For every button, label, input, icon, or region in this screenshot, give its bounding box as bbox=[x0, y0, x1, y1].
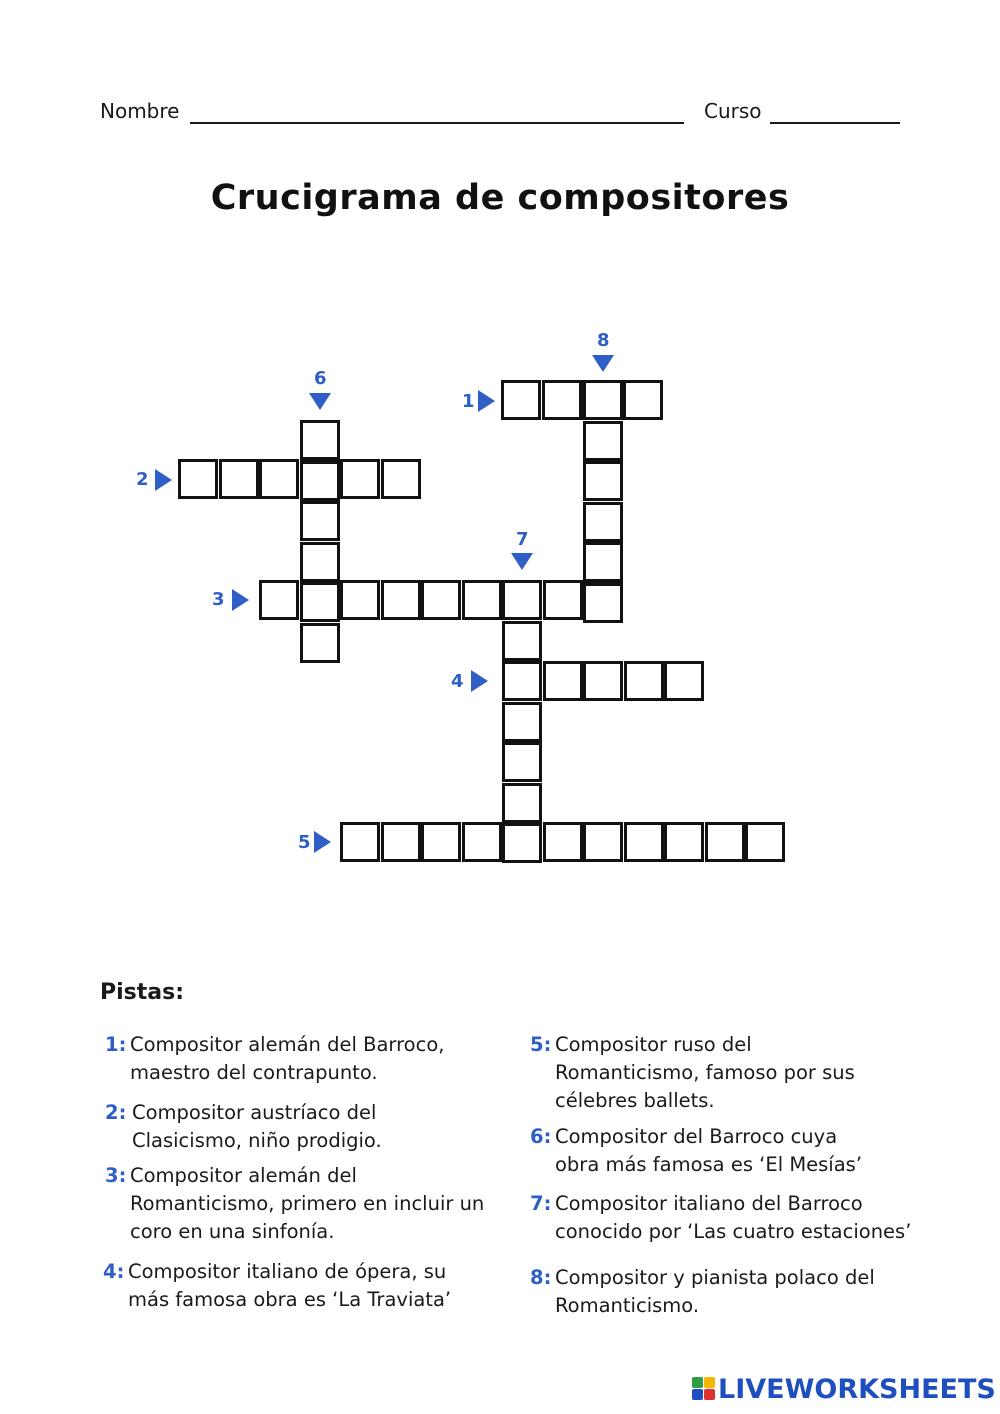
crossword-cell-input[interactable] bbox=[505, 705, 543, 741]
clue-number: 2: bbox=[105, 1101, 127, 1124]
clue-line: célebres ballets. bbox=[555, 1089, 715, 1112]
crossword-cell[interactable] bbox=[543, 580, 583, 620]
crossword-cell-input[interactable] bbox=[303, 626, 341, 662]
clue-line: Romanticismo. bbox=[555, 1294, 700, 1317]
crossword-cell-input[interactable] bbox=[586, 825, 624, 861]
clue-line: Compositor alemán del bbox=[130, 1164, 357, 1187]
arrow-right-icon bbox=[478, 390, 495, 412]
crossword-cell[interactable] bbox=[259, 459, 299, 499]
nombre-label: Nombre bbox=[100, 99, 180, 123]
clue-number-4: 4 bbox=[451, 671, 464, 692]
crossword-cell-input[interactable] bbox=[667, 825, 705, 861]
crossword-cell-input[interactable] bbox=[504, 383, 542, 419]
crossword-cell-input[interactable] bbox=[343, 462, 381, 498]
crossword-cell[interactable] bbox=[462, 822, 502, 862]
page-title: Crucigrama de compositores bbox=[210, 178, 790, 218]
crossword-cell-input[interactable] bbox=[708, 825, 746, 861]
crossword-cell[interactable] bbox=[381, 822, 421, 862]
clue-number-6: 6 bbox=[314, 368, 327, 389]
crossword-cell[interactable] bbox=[502, 823, 542, 863]
crossword-cell[interactable] bbox=[300, 420, 340, 460]
clue-text bbox=[555, 1264, 875, 1320]
crossword-cell[interactable] bbox=[543, 661, 583, 701]
clue-text bbox=[555, 1123, 862, 1179]
pistas-heading: Pistas: bbox=[100, 980, 185, 1005]
crossword-cell[interactable] bbox=[583, 542, 623, 582]
clue-line: Compositor y pianista polaco del bbox=[555, 1266, 875, 1289]
curso-field[interactable] bbox=[770, 122, 900, 124]
clue-line: Romanticismo, primero en incluir un bbox=[130, 1192, 485, 1215]
crossword-cell-input[interactable] bbox=[586, 586, 624, 622]
crossword-cell-input[interactable] bbox=[546, 825, 584, 861]
crossword-cell[interactable] bbox=[583, 583, 623, 623]
clue-number: 6: bbox=[530, 1125, 552, 1148]
clue-number-2: 2 bbox=[136, 469, 149, 490]
crossword-cell[interactable] bbox=[624, 661, 664, 701]
crossword-cell[interactable] bbox=[340, 822, 380, 862]
crossword-cell[interactable] bbox=[583, 421, 623, 461]
crossword-cell[interactable] bbox=[583, 502, 623, 542]
clue-line: Compositor del Barroco cuya bbox=[555, 1125, 838, 1148]
crossword-cell-input[interactable] bbox=[465, 825, 503, 861]
crossword-cell-input[interactable] bbox=[343, 825, 381, 861]
clue-text bbox=[132, 1099, 382, 1155]
crossword-cell-input[interactable] bbox=[384, 825, 422, 861]
crossword-cell-input[interactable] bbox=[222, 462, 260, 498]
arrow-down-icon bbox=[511, 553, 533, 570]
crossword-cell-input[interactable] bbox=[303, 545, 341, 581]
crossword-cell-input[interactable] bbox=[424, 825, 462, 861]
crossword-cell-input[interactable] bbox=[384, 462, 422, 498]
clue-text bbox=[555, 1190, 911, 1246]
clue-number: 4: bbox=[103, 1260, 125, 1283]
crossword-cell[interactable] bbox=[583, 461, 623, 501]
arrow-down-icon bbox=[309, 393, 331, 410]
crossword-cell[interactable] bbox=[583, 661, 623, 701]
nombre-field[interactable] bbox=[190, 122, 684, 124]
crossword-cell[interactable] bbox=[745, 822, 785, 862]
crossword-cell-input[interactable] bbox=[586, 505, 624, 541]
crossword-cell-input[interactable] bbox=[546, 664, 584, 700]
clue-line: Romanticismo, famoso por sus bbox=[555, 1061, 855, 1084]
crossword-cell-input[interactable] bbox=[505, 786, 543, 822]
clue-number-8: 8 bbox=[597, 330, 610, 351]
crossword-cell-input[interactable] bbox=[505, 826, 543, 862]
crossword-cell[interactable] bbox=[502, 661, 542, 701]
crossword-cell-input[interactable] bbox=[505, 583, 543, 619]
crossword-cell-input[interactable] bbox=[181, 462, 219, 498]
arrow-right-icon bbox=[232, 589, 249, 611]
crossword-cell-input[interactable] bbox=[667, 664, 705, 700]
clue-line: Compositor alemán del Barroco, bbox=[130, 1033, 445, 1056]
crossword-cell[interactable] bbox=[705, 822, 745, 862]
clue-line: Compositor austríaco del bbox=[132, 1101, 377, 1124]
crossword-cell[interactable] bbox=[178, 459, 218, 499]
crossword-cell[interactable] bbox=[300, 623, 340, 663]
clue-number: 1: bbox=[105, 1033, 127, 1056]
clue-line: coro en una sinfonía. bbox=[130, 1220, 335, 1243]
crossword-cell[interactable] bbox=[381, 459, 421, 499]
crossword-cell-input[interactable] bbox=[303, 464, 341, 500]
crossword-cell[interactable] bbox=[300, 501, 340, 541]
clue-text bbox=[130, 1162, 484, 1246]
crossword-cell[interactable] bbox=[421, 580, 461, 620]
clue-line: más famosa obra es ‘La Traviata’ bbox=[128, 1288, 452, 1311]
clue-line: Compositor italiano de ópera, su bbox=[128, 1260, 447, 1283]
crossword-cell[interactable] bbox=[381, 580, 421, 620]
crossword-cell[interactable] bbox=[664, 661, 704, 701]
curso-label: Curso bbox=[704, 99, 762, 123]
crossword-cell[interactable] bbox=[583, 380, 623, 420]
crossword-cell[interactable] bbox=[542, 380, 582, 420]
crossword-cell[interactable] bbox=[583, 822, 623, 862]
crossword-cell-input[interactable] bbox=[303, 423, 341, 459]
arrow-right-icon bbox=[314, 831, 331, 853]
crossword-cell-input[interactable] bbox=[505, 624, 543, 660]
clue-number: 8: bbox=[530, 1266, 552, 1289]
arrow-right-icon bbox=[155, 469, 172, 491]
crossword-cell-input[interactable] bbox=[627, 825, 665, 861]
clue-line: Clasicismo, niño prodigio. bbox=[132, 1129, 382, 1152]
clue-number-3: 3 bbox=[212, 589, 225, 610]
clue-number-7: 7 bbox=[516, 529, 529, 550]
clue-line: Compositor italiano del Barroco bbox=[555, 1192, 863, 1215]
crossword-cell[interactable] bbox=[300, 461, 340, 501]
clue-number-1: 1 bbox=[462, 391, 475, 412]
crossword-cell[interactable] bbox=[219, 459, 259, 499]
crossword-cell-input[interactable] bbox=[465, 583, 503, 619]
clue-line: maestro del contrapunto. bbox=[130, 1061, 378, 1084]
crossword-cell-input[interactable] bbox=[748, 825, 786, 861]
clue-text bbox=[555, 1031, 855, 1115]
crossword-cell-input[interactable] bbox=[505, 664, 543, 700]
crossword-cell[interactable] bbox=[421, 822, 461, 862]
liveworksheets-logo-icon bbox=[692, 1377, 716, 1401]
clue-number: 5: bbox=[530, 1033, 552, 1056]
clue-line: obra más famosa es ‘El Mesías’ bbox=[555, 1153, 863, 1176]
liveworksheets-logo-text: LIVEWORKSHEETS bbox=[718, 1374, 996, 1405]
clue-number-5: 5 bbox=[298, 832, 311, 853]
crossword-cell-input[interactable] bbox=[303, 504, 341, 540]
crossword-cell-input[interactable] bbox=[545, 383, 583, 419]
arrow-right-icon bbox=[471, 670, 488, 692]
crossword-cell-input[interactable] bbox=[586, 664, 624, 700]
crossword-cell[interactable] bbox=[502, 702, 542, 742]
crossword-cell[interactable] bbox=[340, 459, 380, 499]
crossword-cell[interactable] bbox=[624, 822, 664, 862]
crossword-cell-input[interactable] bbox=[586, 383, 624, 419]
crossword-cell-input[interactable] bbox=[262, 583, 300, 619]
clue-line: Compositor ruso del bbox=[555, 1033, 752, 1056]
crossword-cell-input[interactable] bbox=[586, 424, 624, 460]
crossword-cell-input[interactable] bbox=[586, 464, 624, 500]
crossword-cell[interactable] bbox=[501, 380, 541, 420]
crossword-cell-input[interactable] bbox=[546, 583, 584, 619]
clue-text bbox=[128, 1258, 451, 1314]
crossword-cell[interactable] bbox=[300, 582, 340, 622]
crossword-cell[interactable] bbox=[259, 580, 299, 620]
clue-number: 7: bbox=[530, 1192, 552, 1215]
crossword-cell[interactable] bbox=[340, 580, 380, 620]
crossword-cell[interactable] bbox=[462, 580, 502, 620]
crossword-cell-input[interactable] bbox=[384, 583, 422, 619]
crossword-cell[interactable] bbox=[543, 822, 583, 862]
crossword-cell-input[interactable] bbox=[262, 462, 300, 498]
crossword-cell-input[interactable] bbox=[303, 585, 341, 621]
crossword-cell-input[interactable] bbox=[343, 583, 381, 619]
arrow-down-icon bbox=[592, 355, 614, 372]
crossword-cell-input[interactable] bbox=[626, 383, 664, 419]
crossword-cell-input[interactable] bbox=[505, 745, 543, 781]
crossword-cell[interactable] bbox=[300, 542, 340, 582]
crossword-cell[interactable] bbox=[502, 621, 542, 661]
crossword-cell[interactable] bbox=[623, 380, 663, 420]
crossword-cell-input[interactable] bbox=[424, 583, 462, 619]
crossword-cell-input[interactable] bbox=[586, 545, 624, 581]
crossword-cell[interactable] bbox=[664, 822, 704, 862]
crossword-cell[interactable] bbox=[502, 580, 542, 620]
clue-line: conocido por ‘Las cuatro estaciones’ bbox=[555, 1220, 912, 1243]
crossword-cell[interactable] bbox=[502, 783, 542, 823]
crossword-cell-input[interactable] bbox=[627, 664, 665, 700]
crossword-cell[interactable] bbox=[502, 742, 542, 782]
clue-number: 3: bbox=[105, 1164, 127, 1187]
clue-text bbox=[130, 1031, 444, 1087]
